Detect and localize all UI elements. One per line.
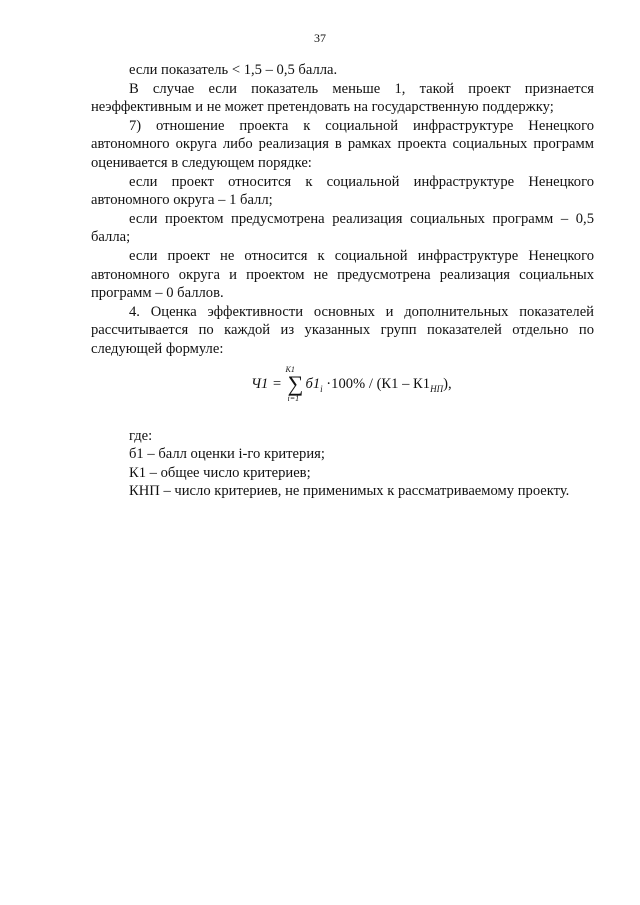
paragraph: 7) отношение проекта к социальной инфраструктуре Ненецкого автономного округа либо реализация в рамках проекта социальных программ оценивается в следующем порядке:	[91, 117, 594, 171]
formula-end: ),	[443, 375, 452, 392]
sum-upper-limit: К1	[285, 364, 295, 374]
sum-symbol: К1 ∑ i=1	[288, 373, 304, 397]
formula-term: б1	[305, 375, 321, 392]
paragraph: если проект не относится к социальной инфраструктуре Ненецкого автономного округа и проектом не предусмотрена реализация социальных программ – 0 баллов.	[91, 247, 594, 302]
definition-line: б1 – балл оценки i-го критерия;	[129, 446, 325, 463]
paragraph: 4. Оценка эффективности основных и дополнительных показателей рассчитывается по каждой из указанных групп показателей отдельно по следующей формуле:	[91, 303, 594, 357]
formula-rest-subscript: НП	[430, 383, 444, 394]
formula-term-subscript: i	[320, 383, 323, 394]
paragraph: если проектом предусмотрена реализация социальных программ – 0,5 балла;	[91, 210, 594, 246]
formula-rest: ·100% / (К1 – К1	[322, 375, 431, 392]
paragraph: если показатель < 1,5 – 0,5 балла.	[129, 62, 338, 78]
formula-lhs: Ч1 =	[251, 375, 286, 392]
paragraph: если проект относится к социальной инфраструктуре Ненецкого автономного округа – 1 балл;	[91, 173, 594, 209]
paragraph: В случае если показатель меньше 1, такой проект признается неэффективным и не может претендовать на государственную поддержку;	[91, 80, 594, 116]
formula	[91, 364, 594, 425]
document-body	[91, 61, 594, 501]
sum-lower-limit: i=1	[287, 393, 300, 403]
formula-expression	[251, 364, 452, 403]
definition-line: где:	[129, 427, 153, 444]
definition-line: К1 – общее число критериев;	[129, 464, 311, 481]
definition-line: КНП – число критериев, не применимых к рассматриваемому проекту.	[129, 483, 570, 500]
page-number: 37	[314, 31, 326, 45]
